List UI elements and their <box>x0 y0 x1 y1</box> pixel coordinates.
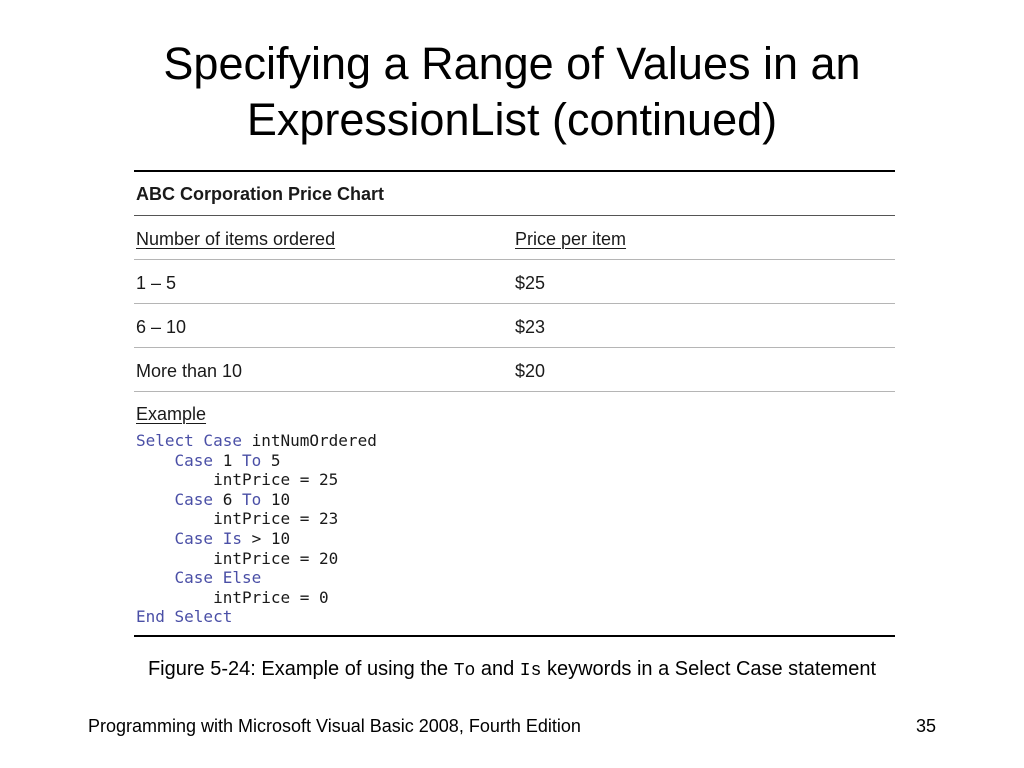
caption-text: Figure 5-24: Example of using the <box>147 658 454 680</box>
code-keyword: Case Else <box>174 568 262 588</box>
table-row <box>134 348 895 391</box>
code-text: intPrice = 20 <box>213 548 339 568</box>
code-line <box>136 490 895 510</box>
cell-items: More than 10 <box>136 361 243 381</box>
code-text: 10 <box>261 489 291 509</box>
code-text: intPrice = 23 <box>213 509 339 529</box>
code-line <box>136 509 895 529</box>
code-text: intPrice = 0 <box>213 587 329 607</box>
code-line <box>136 470 895 490</box>
code-example <box>134 431 895 635</box>
slide-title-line-2: ExpressionList (continued) <box>246 94 778 145</box>
code-line <box>136 549 895 569</box>
table-row <box>134 260 895 303</box>
table-row <box>134 304 895 347</box>
code-keyword: Case <box>174 450 214 470</box>
code-line <box>136 607 895 627</box>
example-label: Example <box>136 404 207 424</box>
caption-text: keywords in a Select Case statement <box>541 658 877 680</box>
cell-price: $23 <box>515 317 546 337</box>
code-line <box>136 529 895 549</box>
code-text: 6 <box>213 489 242 509</box>
cell-price: $20 <box>515 361 546 381</box>
code-text: intPrice = 25 <box>213 470 339 490</box>
header-items-ordered: Number of items ordered <box>136 229 336 249</box>
slide-title <box>60 36 964 148</box>
code-line <box>136 588 895 608</box>
cell-items: 6 – 10 <box>136 317 187 337</box>
code-text: intNumOrdered <box>241 431 377 450</box>
chart-title: ABC Corporation Price Chart <box>136 184 385 204</box>
figure-caption <box>60 654 964 687</box>
code-keyword: To <box>241 450 262 470</box>
code-text: 1 <box>213 450 242 470</box>
code-keyword: End Select <box>136 607 233 627</box>
code-line <box>136 451 895 471</box>
slide-title-line-1: Specifying a Range of Values in an <box>163 38 861 89</box>
code-keyword: Case <box>174 489 214 509</box>
code-text: > 10 <box>241 528 291 548</box>
bottom-rule <box>134 635 895 637</box>
table-header-row <box>134 216 895 259</box>
code-keyword: Case Is <box>174 528 242 548</box>
code-keyword: To <box>241 489 262 509</box>
footer-page-number: 35 <box>915 716 936 736</box>
code-text: 5 <box>261 450 281 470</box>
cell-price: $25 <box>515 273 546 293</box>
header-price-per-item: Price per item <box>515 229 627 249</box>
code-line <box>136 568 895 588</box>
code-line <box>136 431 895 451</box>
caption-text: and <box>475 658 520 680</box>
cell-items: 1 – 5 <box>136 273 177 293</box>
caption-keyword-is: Is <box>519 661 542 681</box>
price-chart-figure <box>134 170 895 637</box>
caption-keyword-to: To <box>453 661 476 681</box>
footer-book-title: Programming with Microsoft Visual Basic 2008, Fourth Edition <box>88 716 581 736</box>
code-keyword: Select Case <box>136 431 242 450</box>
